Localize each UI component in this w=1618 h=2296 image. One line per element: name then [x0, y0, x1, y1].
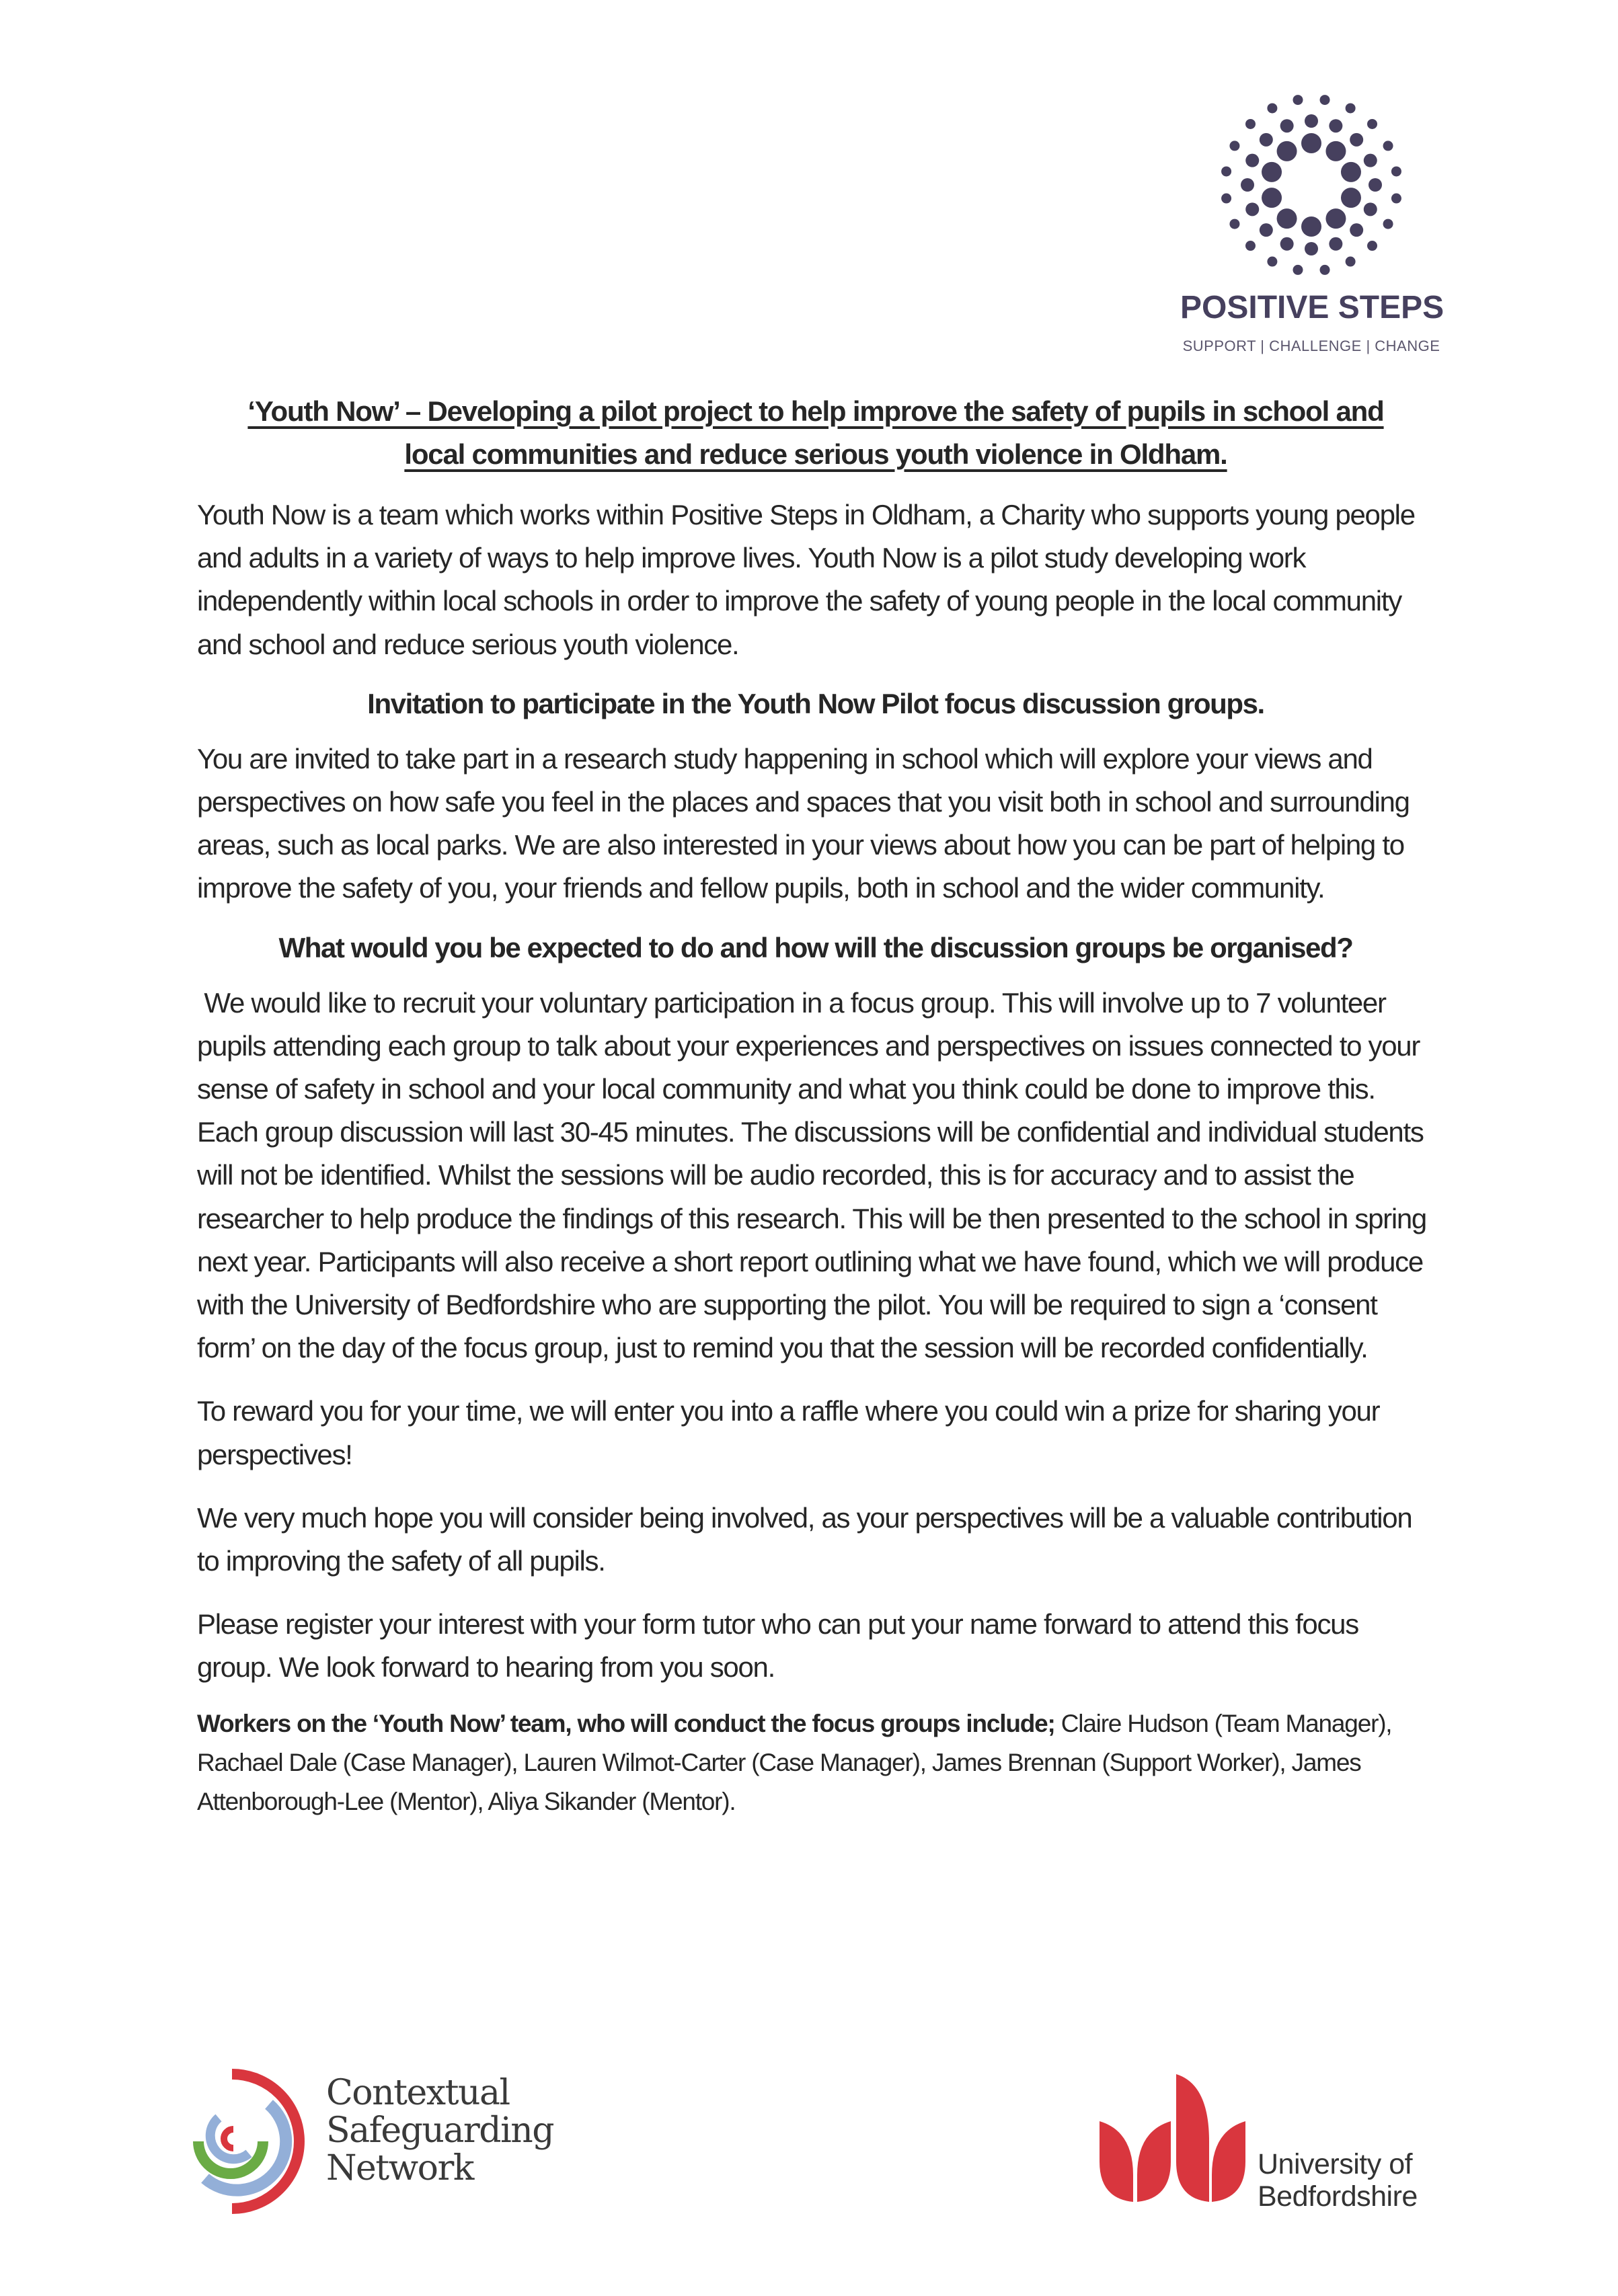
logo-dot — [1325, 208, 1346, 229]
logo-dot — [1350, 223, 1363, 237]
logo-dot — [1320, 95, 1330, 105]
workers-label: Workers on the ‘Youth Now’ team, who will conduct the focus groups include; — [197, 1709, 1055, 1737]
logo-dot — [1305, 242, 1318, 255]
invitation-heading: Invitation to participate in the Youth Now Pilot focus discussion groups. — [367, 687, 1264, 719]
logo-dot — [1260, 223, 1273, 237]
uob-line-2: Bedfordshire — [1258, 2180, 1418, 2213]
logo-dot — [1277, 141, 1297, 161]
title-line-2: local communities and reduce serious youth violence in Oldham. — [404, 438, 1227, 470]
logo-dot — [1364, 202, 1377, 216]
hope-paragraph: We very much hope you will consider being involved, as your perspectives will be a valuable contribution to improving the safety of all pupils. — [197, 1501, 1412, 1577]
positive-steps-name: POSITIVE STEPS — [1180, 290, 1444, 325]
positive-steps-tagline: SUPPORT | CHALLENGE | CHANGE — [1182, 338, 1440, 354]
uob-wordmark — [1258, 2148, 1418, 2213]
logo-dot — [1293, 95, 1303, 105]
title-line-1: ‘Youth Now’ – Developing a pilot project to help improve the safety of pupils in school and — [247, 395, 1384, 427]
logo-dot — [1241, 178, 1254, 192]
logo-dot — [1383, 219, 1393, 229]
logo-dot — [1325, 141, 1346, 161]
logo-dot — [1245, 154, 1259, 167]
workers-list: Claire Hudson (Team Manager), Rachael Dale (Case Manager), Lauren Wilmot-Carter (Case Manager), James Brennan (Support Worker), James Attenborough-Lee (Mentor), Aliya Sikander (Mentor). — [197, 1709, 1392, 1815]
logo-dot — [1267, 103, 1277, 113]
csn-red-inner-arc — [224, 2129, 233, 2148]
logo-dot — [1346, 103, 1356, 113]
uob-petal-3 — [1176, 2074, 1209, 2202]
positive-steps-dots-icon — [1180, 87, 1442, 289]
logo-dot — [1221, 194, 1231, 204]
logo-dot — [1262, 188, 1282, 208]
logo-dot — [1301, 133, 1321, 153]
logo-dot — [1301, 216, 1321, 237]
workers-paragraph — [197, 1704, 1434, 1821]
document-title — [197, 390, 1434, 476]
uob-petal-1 — [1100, 2121, 1133, 2202]
logo-dot — [1346, 257, 1356, 267]
logo-dot — [1245, 241, 1256, 251]
logo-dot — [1280, 119, 1294, 132]
uob-petals-icon — [1086, 2067, 1247, 2215]
document-body — [197, 390, 1434, 1821]
logo-dot — [1293, 265, 1303, 275]
logo-dot — [1391, 166, 1401, 176]
reward-paragraph: To reward you for your time, we will enter you into a raffle where you could win a prize for sharing your perspectives! — [197, 1395, 1380, 1470]
logo-dot — [1364, 154, 1377, 167]
register-paragraph: Please register your interest with your form tutor who can put your name forward to attend this focus group. We look forward to hearing from you soon. — [197, 1608, 1358, 1684]
logo-dot — [1329, 237, 1342, 251]
csn-line-1: Contextual — [326, 2073, 510, 2113]
logo-dot — [1320, 265, 1330, 275]
logo-dot — [1305, 114, 1318, 128]
logo-dot — [1391, 194, 1401, 204]
logo-dot — [1341, 162, 1361, 182]
logo-dot — [1277, 208, 1297, 229]
logo-dot — [1367, 119, 1377, 129]
csn-line-3: Network — [326, 2148, 473, 2188]
expectations-paragraph: We would like to recruit your voluntary participation in a focus group. This will involve up to 7 volunteer pupils attending each group to talk about your experiences and perspectives on issues connected to your sense of safety in school and your local community and what you think could be done to improve this. Each group discussion will last 30-45 minutes. The discussions will be confidential and individual students will not be identified. Whilst the sessions will be audio recorded, this is for accuracy and to assist the researcher to help produce the findings of this research. This will be then presented to the school in spring next year. Participants will also receive a short report outlining what we have found, which we will produce with the University of Bedfordshire who are supporting the pilot. You will be required to sign a ‘consent form’ on the day of the focus group, just to remind you that the session will be recorded confidentially. — [197, 986, 1434, 1364]
logo-dot — [1280, 237, 1294, 251]
logo-dot — [1341, 188, 1361, 208]
invitation-paragraph: You are invited to take part in a research study happening in school which will explore your views and perspectives on how safe you feel in the places and spaces that you visit both in school and surrounding areas, such as local parks. We are also interested in your views about how you can be part of helping to improve the safety of you, your friends and fellow pupils, both in school and the wider community. — [197, 742, 1410, 904]
uob-petal-4 — [1212, 2121, 1245, 2202]
csn-arcs-icon — [192, 2067, 326, 2215]
logo-dot — [1329, 119, 1342, 132]
logo-dot — [1369, 178, 1382, 192]
intro-paragraph: Youth Now is a team which works within Positive Steps in Oldham, a Charity who supports young people and adults in a variety of ways to help improve lives. Youth Now is a pilot study developing work independently within local schools in order to improve the safety of young people in the local community and school and reduce serious youth violence. — [197, 499, 1415, 660]
university-of-bedfordshire-logo — [1086, 2067, 1449, 2215]
contextual-safeguarding-network-logo — [192, 2067, 622, 2215]
logo-dot — [1262, 162, 1282, 182]
csn-line-2: Safeguarding — [326, 2110, 553, 2151]
logo-dot — [1367, 241, 1377, 251]
csn-wordmark — [326, 2074, 553, 2187]
logo-dot — [1229, 141, 1239, 151]
logo-dot — [1260, 133, 1273, 147]
expectations-heading: What would you be expected to do and how will the discussion groups be organised? — [278, 931, 1353, 963]
positive-steps-logo — [1180, 87, 1442, 370]
logo-dot — [1245, 202, 1259, 216]
uob-line-1: University of — [1258, 2148, 1413, 2180]
logo-dot — [1221, 166, 1231, 176]
csn-blue-inner-arc — [210, 2118, 249, 2159]
logo-dot — [1350, 133, 1363, 147]
logo-dot — [1267, 257, 1277, 267]
logo-dot — [1383, 141, 1393, 151]
logo-dot — [1229, 219, 1239, 229]
logo-dot — [1245, 119, 1256, 129]
uob-petal-2 — [1137, 2121, 1171, 2202]
